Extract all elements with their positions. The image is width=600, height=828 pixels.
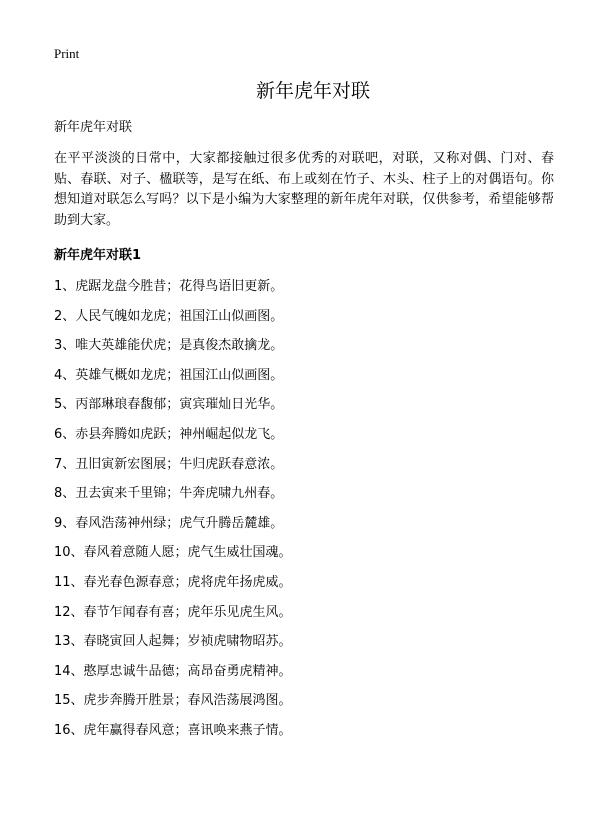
couplet-item: 11、春光春色源春意；虎将虎年扬虎威。 — [54, 574, 292, 590]
print-link[interactable]: Print — [54, 46, 80, 61]
couplet-item: 5、丙部琳琅春馥郁；寅宾璀灿日光华。 — [54, 397, 284, 413]
couplet-item: 7、丑旧寅新宏图展；牛归虎跃春意浓。 — [54, 456, 284, 472]
couplet-item: 3、唯大英雄能伏虎；是真俊杰敢擒龙。 — [54, 338, 284, 354]
couplet-item: 15、虎步奔腾开胜景；春风浩荡展鸿图。 — [54, 693, 292, 709]
couplet-list — [54, 277, 554, 741]
couplet-item: 2、人民气魄如龙虎；祖国江山似画图。 — [54, 308, 284, 324]
couplet-item: 6、赤县奔腾如虎跃；神州崛起似龙飞。 — [54, 426, 284, 442]
couplet-item: 8、丑去寅来千里锦；牛奔虎啸九州春。 — [54, 486, 284, 502]
couplet-item: 4、英雄气概如龙虎；祖国江山似画图。 — [54, 367, 284, 383]
section-heading: 新年虎年对联1 — [54, 248, 142, 263]
page-title: 新年虎年对联 — [255, 80, 370, 102]
couplet-item: 1、虎踞龙盘今胜昔；花得鸟语旧更新。 — [54, 279, 284, 294]
article — [54, 78, 554, 751]
couplet-item: 10、春风着意随人愿；虎气生威壮国魂。 — [54, 545, 292, 561]
couplet-item: 13、春晓寅回人起舞；岁祯虎啸物昭苏。 — [54, 634, 292, 650]
article-subtitle: 新年虎年对联 — [54, 120, 133, 135]
couplet-item: 16、虎年赢得春风意；喜讯唤来燕子情。 — [54, 722, 292, 738]
couplet-item: 14、憨厚忠诚牛品德；高昂奋勇虎精神。 — [54, 663, 292, 679]
couplet-item: 12、春节乍闻春有喜；虎年乐见虎生风。 — [54, 604, 292, 620]
couplet-item: 9、春风浩荡神州绿；虎气升腾岳麓雄。 — [54, 515, 284, 531]
intro-paragraph: 在平平淡淡的日常中，大家都接触过很多优秀的对联吧，对联，又称对偶、门对、春贴、春联、对子、楹联等，是写在纸、布上或刻在竹子、木头、柱子上的对偶语句。你想知道对联怎么写吗？以下是小编为大家整理的新年虎年对联，仅供参考，希望能够帮助到大家。 — [54, 151, 554, 228]
